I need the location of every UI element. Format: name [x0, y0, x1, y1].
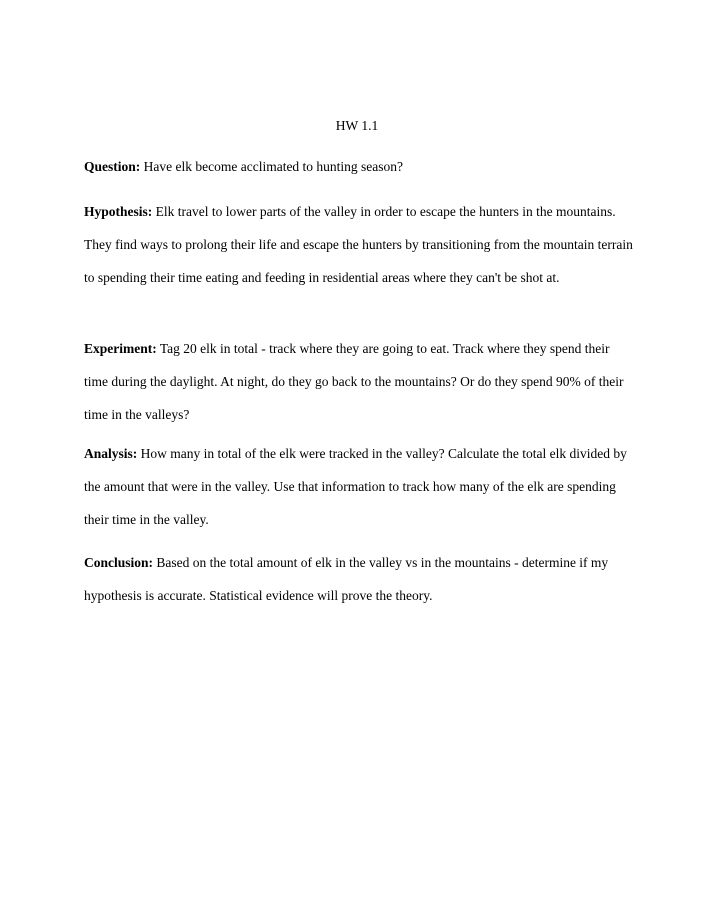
question-label: Question: [84, 159, 141, 174]
analysis-text: How many in total of the elk were tracked in the valley? Calculate the total elk divided by the amount that were in the valley. Use that information to track how many of the elk are spending their time in the valley. [84, 446, 627, 527]
experiment-section [84, 333, 636, 431]
hypothesis-label: Hypothesis: [84, 204, 153, 219]
conclusion-section [84, 547, 636, 613]
experiment-label: Experiment: [84, 341, 157, 356]
document-title: HW 1.1 [335, 118, 379, 133]
question-section [84, 151, 636, 184]
hypothesis-section [84, 196, 636, 294]
conclusion-text: Based on the total amount of elk in the valley vs in the mountains - determine if my hypothesis is accurate. Statistical evidence will prove the theory. [84, 555, 609, 603]
analysis-label: Analysis: [84, 446, 138, 461]
question-text: Have elk become acclimated to hunting season? [143, 159, 404, 174]
analysis-section [84, 438, 636, 536]
conclusion-label: Conclusion: [84, 555, 154, 570]
hypothesis-text: Elk travel to lower parts of the valley in order to escape the hunters in the mountains. They find ways to prolong their life and escape the hunters by transitioning from the mountain terrain to spending their time eating and feeding in residential areas where they can't be shot at. [84, 204, 633, 285]
experiment-text: Tag 20 elk in total - track where they are going to eat. Track where they spend their time during the daylight. At night, do they go back to the mountains? Or do they spend 90% of their time in the valleys? [84, 341, 624, 422]
